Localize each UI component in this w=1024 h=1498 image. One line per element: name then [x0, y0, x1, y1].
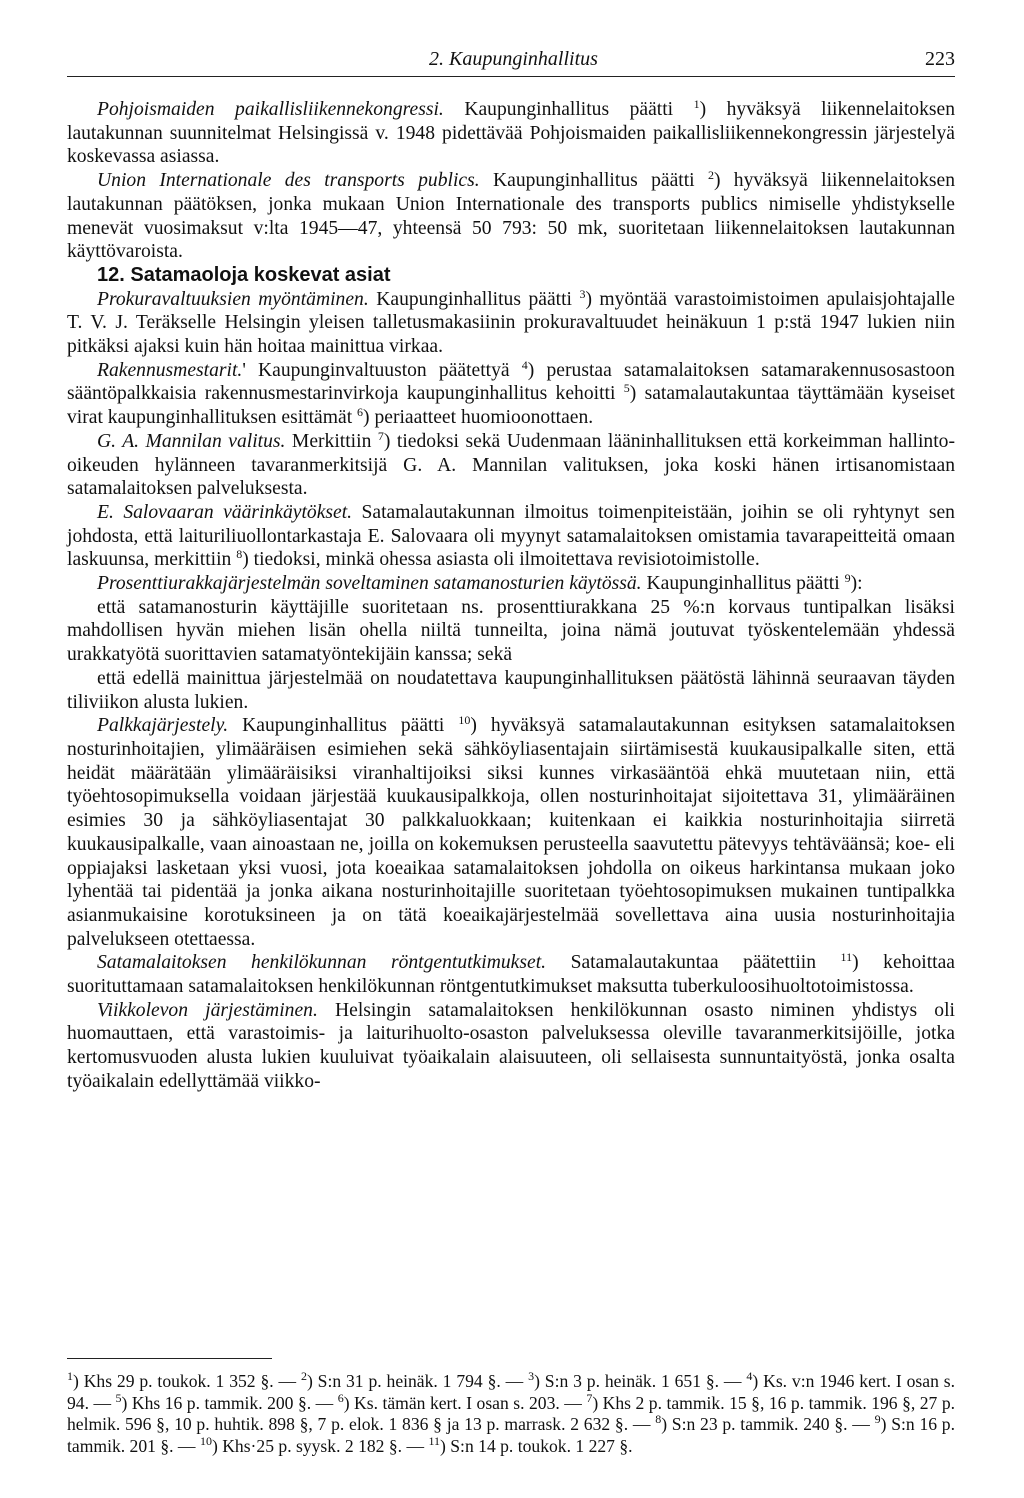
paragraph-text: Merkittiin	[285, 430, 378, 452]
footnote-ref: 8	[236, 547, 243, 562]
footnote-ref: 1	[693, 97, 700, 111]
footnote-body: ) S:n 31 p. heinäk. 1 794 §. —	[306, 1371, 529, 1391]
footnote-rule	[67, 1358, 272, 1359]
footnote-ref: 5	[623, 381, 630, 396]
paragraph	[67, 596, 955, 667]
paragraph-text: Kaupunginhallitus päätti	[443, 99, 694, 120]
footnote-number: 8	[655, 1412, 662, 1427]
footnote-ref: 6	[357, 405, 364, 420]
footnote-ref: 9	[844, 571, 851, 586]
page-number: 223	[925, 48, 955, 70]
paragraph-text: ) tiedoksi sekä Uudenmaan lääninhallituksen että korkeimman hallinto-oikeuden hylänneen tavaranmerkitsijä G. A. Mannilan valituksen, joka koski hänen irtisanomistaan satamalaitoksen palveluksesta.	[67, 430, 955, 500]
footnote-number: 10	[199, 1433, 212, 1448]
paragraph	[67, 288, 955, 359]
paragraph	[67, 430, 955, 501]
paragraph-text: ' Kaupunginvaltuuston päätettyä	[242, 359, 522, 381]
paragraph-text: Kaupunginhallitus päätti	[641, 573, 845, 595]
footnote-ref: 7	[377, 428, 384, 443]
footnote-ref: 3	[579, 286, 586, 301]
footnotes	[67, 1358, 955, 1457]
paragraph-text: ) kehoittaa suorituttamaan satamalaitoksen henkilökunnan röntgentutkimukset maksutta tuberkuloosihuoltotoimistossa.	[67, 952, 955, 998]
footnote-body: ) S:n 14 p. toukok. 1 227 §.	[440, 1435, 633, 1456]
footnote-number: 5	[115, 1390, 122, 1405]
footnote-ref: 10	[458, 713, 471, 728]
paragraph-heading: Satamalaitoksen henkilökunnan röntgentutkimukset.	[97, 952, 547, 974]
paragraph-text: ) satamalautakuntaa täyttämään kyseiset virat kaupunginhallituksen esittämät	[67, 383, 955, 429]
paragraph	[67, 169, 955, 264]
paragraph-heading: Pohjoismaiden paikallisliikennekongressi.	[97, 99, 444, 120]
footnote-ref: 2	[707, 168, 714, 183]
paragraph	[67, 999, 955, 1094]
paragraph-text: Kaupunginhallitus päätti	[479, 170, 708, 192]
footnote-number: 3	[528, 1369, 535, 1383]
paragraph-text: ) hyväksyä liikennelaitoksen lautakunnan suunnitelmat Helsingissä v. 1948 pidettävää Pohjoismaiden paikallisliikennekongressin järjestelyä koskevassa asiassa.	[67, 99, 955, 168]
paragraph-text: ) periaatteet huomioonottaen.	[363, 407, 594, 429]
section-heading: 12. Satamaoloja koskevat asiat	[97, 263, 391, 286]
footnote-text	[67, 1371, 955, 1457]
header-rule	[67, 76, 955, 77]
footnote-body: ) Khs 16 p. tammik. 200 §. —	[121, 1392, 338, 1413]
footnote-body: ) S:n 16 p. tammik. 201 §. —	[67, 1414, 955, 1456]
footnote-body: ) S:n 23 p. tammik. 240 §. —	[661, 1414, 875, 1435]
footnote-number: 7	[586, 1390, 593, 1405]
paragraph	[67, 951, 955, 998]
footnote-body: ) S:n 3 p. heinäk. 1 651 §. —	[534, 1371, 747, 1391]
footnote-number: 2	[300, 1369, 307, 1383]
paragraph-heading: Palkkajärjestely.	[97, 715, 229, 737]
paragraph-heading: Viikkolevon järjestäminen.	[97, 999, 318, 1021]
paragraph-text: ) hyväksyä satamalautakunnan esityksen satamalaitoksen nosturinhoitajien, ylimääräisen esimiehen sekä sähköyliasentajain siirtämisestä kuukausipalkalle siten, että heidät määrätään ylimääräisiksi viranhaltijoiksi siksi kunnes virkasääntöä ehkä muutetaan niin, että työehtosopimuksella voidaan järjestää kuukausipalkkoja, ollen nosturinhoitajat sijoitettava 31, ylimääräinen esimies 30 ja sähköyliasentajat 30 palkkaluokkaan; kuitenkaan ei kaikkia nosturinhoitajia siirretä kuukausipalkalle, vaan ainoastaan ne, joilla on kokemuksen perusteella saavutettu pätevyys tehtäväänsä; koe- eli oppiajaksi lasketaan yksi vuosi, jota koeaikaa satamalaitoksen johdolla on oikeus harkintansa mukaan joko lyhentää tai pidentää ja jonka aikana nosturinhoitajille suoritetaan työehtosopimuksen mukainen tuntipalkka asianmukaisine korotuksineen ja on tätä koeaikajärjestelmää sovellettava aina uusia nosturinhoitajia palvelukseen otettaessa.	[67, 715, 956, 950]
footnote-number: 4	[746, 1369, 753, 1383]
paragraph-heading: Prokuravaltuuksien myöntäminen.	[97, 288, 369, 310]
footnote-ref: 11	[840, 950, 853, 965]
paragraph-heading: Prosenttiurakkajärjestelmän soveltaminen satamanosturien käytössä.	[97, 573, 642, 595]
footnote-number: 6	[337, 1390, 344, 1405]
footnote-body: ) Ks. v:n 1946 kert. I osan s. 94. —	[67, 1371, 955, 1413]
footnote-number: 9	[874, 1412, 881, 1427]
body-text	[67, 98, 955, 1094]
paragraph-heading: E. Salovaaran väärinkäytökset.	[97, 501, 353, 523]
paragraph-text: ) perustaa satamalaitoksen satamarakennusosastoon sääntöpalkkaisia rakennusmestarinvirkoja kaupunginhallitus kehoitti	[67, 359, 955, 405]
paragraph	[67, 667, 955, 714]
running-title: 2. Kaupunginhallitus	[429, 48, 598, 70]
footnote-ref: 4	[521, 357, 528, 372]
footnote-body: ) Ks. tämän kert. I osan s. 203. —	[343, 1392, 587, 1413]
paragraph-text: ) tiedoksi, minkä ohessa asiasta oli ilmoitettava revisiotoimistolle.	[242, 549, 760, 571]
paragraph-text: Kaupunginhallitus päätti	[228, 715, 459, 737]
paragraph-text: Satamalautakuntaa päätettiin	[546, 952, 841, 974]
paragraph-heading: Union Internationale des transports publics.	[97, 170, 480, 192]
paragraph-text: ):	[850, 573, 863, 595]
paragraph-text: että edellä mainittua järjestelmää on noudatettava kaupunginhallituksen päätöstä lähinnä seuraavan täyden tiliviikon alusta lukien.	[67, 667, 955, 713]
paragraph-text: Kaupunginhallitus päätti	[368, 288, 580, 310]
paragraph-text: Satamalautakunnan ilmoitus toimenpiteistään, joihin se oli ryhtynyt sen johdosta, että laituriliuollontarkastaja E. Salovaara oli myynyt satamalaitoksen omistamia tavarapeitteitä omaan laskuunsa, merkittiin	[67, 501, 955, 571]
paragraph	[67, 501, 955, 572]
running-header	[67, 48, 955, 76]
paragraph-text: Helsingin satamalaitoksen henkilökunnan osasto niminen yhdistys oli huomauttaen, että varastoimis- ja laiturihuolto-osaston palveluksessa oleville tavaranmerkitsijöille, jotka kertomusvuoden alusta lukien kuuluivat työaikalain alaisuuteen, oli sellaisesta sunnuntaityöstä, jonka osalta työaikalain edellyttämää viikko-	[67, 999, 955, 1092]
paragraph	[67, 714, 955, 951]
paragraph-heading: G. A. Mannilan valitus.	[97, 430, 286, 452]
paragraph-text: ) myöntää varastoimistoimen apulaisjohtajalle T. V. J. Teräkselle Helsingin yleisen talletusmakasiinin prokuravaltuudet heinäkuun 1 p:stä 1947 lukien niin pitkäksi ajaksi kuin hän hoitaa mainittua virkaa.	[67, 288, 955, 358]
paragraph-heading: Rakennusmestarit.	[97, 359, 243, 381]
paragraph	[67, 98, 955, 169]
footnote-body: ) Khs 2 p. tammik. 15 §, 16 p. tammik. 196 §, 27 p. helmik. 596 §, 10 p. huhtik. 898 §, 7 p. elok. 1 836 § ja 13 p. marrask. 2 632 §. —	[67, 1392, 956, 1435]
footnote-body: ) Khs 29 p. toukok. 1 352 §. —	[73, 1371, 301, 1391]
footnote-body: ) Khs·25 p. syysk. 2 182 §. —	[211, 1435, 429, 1456]
paragraph	[67, 572, 955, 596]
footnote-number: 11	[428, 1433, 441, 1448]
paragraph-text: ) hyväksyä liikennelaitoksen lautakunnan päätöksen, jonka mukaan Union Internationale des transports publics nimiselle yhdistykselle menevät vuosimaksut v:lta 1945—47, yhteensä 50 793: 50 mk, suoritetaan liikennelaitoksen lautakunnan käyttövaroista.	[67, 170, 955, 263]
footnote-number: 1	[67, 1369, 73, 1383]
paragraph	[67, 359, 955, 430]
paragraph-text: että satamanosturin käyttäjille suoritetaan ns. prosenttiurakkana 25 %:n korvaus tuntipalkan lisäksi mahdollisen hyvän miehen lisän ohella niiltä tunneilta, joina nämä joutuvat työskentelemään yhdessä urakkatyötä suorittavien satamatyöntekijäin kanssa; sekä	[67, 596, 955, 666]
